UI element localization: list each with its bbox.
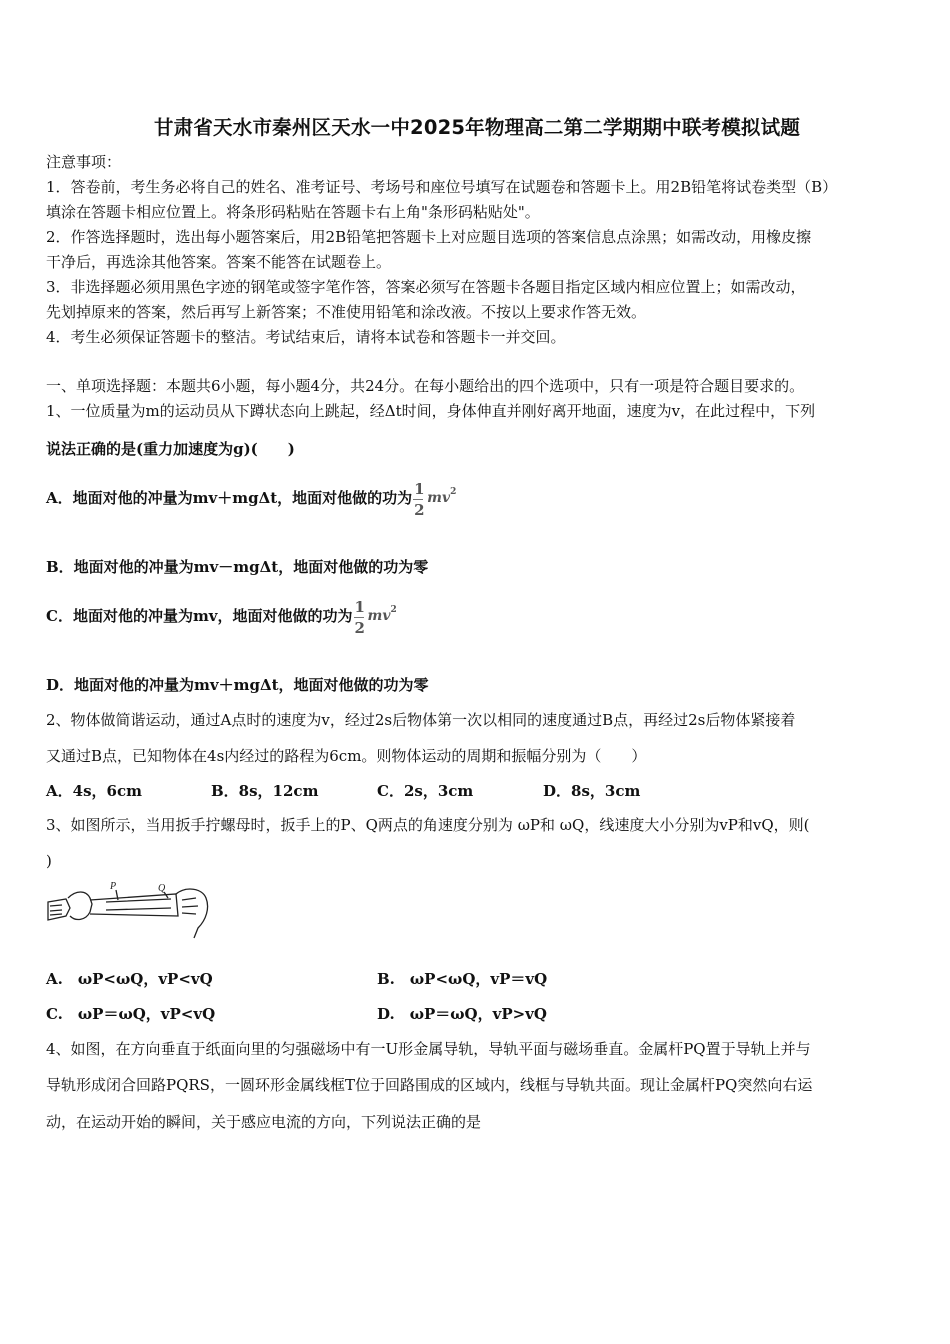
frac-exponent: 2 bbox=[390, 605, 397, 615]
notes-line: 1．答卷前，考生务必将自己的姓名、准考证号、考场号和座位号填写在试题卷和答题卡上。用2B铅笔将试卷类型（B） bbox=[46, 178, 838, 196]
q1-option-c-text: C．地面对他的冲量为mv，地面对他做的功为 bbox=[46, 607, 353, 625]
q1-stem-line2: 说法正确的是(重力加速度为g)( ) bbox=[46, 440, 295, 458]
q2-option-d: D．8s，3cm bbox=[543, 782, 641, 800]
q3-stem-line2: ) bbox=[46, 852, 52, 870]
frac-numerator: 1 bbox=[414, 480, 425, 498]
q1-option-a bbox=[46, 479, 458, 519]
notes-line: 4．考生必须保证答题卡的整洁。考试结束后，请将本试卷和答题卡一并交回。 bbox=[46, 328, 566, 346]
half-mv-squared-formula bbox=[412, 479, 458, 519]
notes-line: 3．非选择题必须用黑色字迹的钢笔或签字笔作答，答案必须写在答题卡各题目指定区域内相应位置上；如需改动， bbox=[46, 278, 806, 296]
frac-numerator: 1 bbox=[354, 598, 365, 616]
q2-stem-line1: 2、物体做简谐运动，通过A点时的速度为v，经过2s后物体第一次以相同的速度通过B点，再经过2s后物体紧接着 bbox=[46, 711, 796, 729]
frac-expression: mv bbox=[367, 608, 391, 624]
q3-stem-line1: 3、如图所示，当用扳手拧螺母时，扳手上的P、Q两点的角速度分别为 ωP和 ωQ，线速度大小分别为vP和vQ，则( bbox=[46, 816, 810, 834]
q1-option-a-text: A．地面对他的冲量为mv＋mgΔt，地面对他做的功为 bbox=[46, 489, 413, 507]
half-mv-squared-formula bbox=[353, 597, 399, 637]
label-q: Q bbox=[158, 883, 166, 894]
q1-option-c bbox=[46, 597, 399, 637]
q3-option-b: B. ωP<ωQ，vP＝vQ bbox=[377, 970, 548, 988]
q3-option-c: C. ωP＝ωQ，vP<vQ bbox=[46, 1005, 216, 1023]
section-heading: 一、单项选择题：本题共6小题，每小题4分，共24分。在每小题给出的四个选项中，只有一项是符合题目要求的。 bbox=[46, 377, 805, 395]
q1-stem-line1: 1、一位质量为m的运动员从下蹲状态向上跳起，经Δt时间，身体伸直并刚好离开地面，速度为v，在此过程中，下列 bbox=[46, 402, 816, 420]
frac-denominator: 2 bbox=[414, 501, 425, 519]
q4-stem-line1: 4、如图，在方向垂直于纸面向里的匀强磁场中有一U形金属导轨，导轨平面与磁场垂直。金属杆PQ置于导轨上并与 bbox=[46, 1040, 811, 1058]
frac-expression: mv bbox=[427, 490, 451, 506]
q4-stem-line3: 动，在运动开始的瞬间，关于感应电流的方向，下列说法正确的是 bbox=[46, 1113, 482, 1131]
label-p: P bbox=[110, 881, 117, 892]
q2-option-b: B．8s，12cm bbox=[211, 782, 319, 800]
frac-exponent: 2 bbox=[450, 487, 457, 497]
notes-heading: 注意事项： bbox=[46, 153, 122, 171]
frac-denominator: 2 bbox=[354, 619, 365, 637]
q2-option-c: C．2s，3cm bbox=[377, 782, 474, 800]
notes-line: 先划掉原来的答案，然后再写上新答案；不准使用铅笔和涂改液。不按以上要求作答无效。 bbox=[46, 303, 647, 321]
q2-option-a: A．4s，6cm bbox=[46, 782, 142, 800]
q4-stem-line2: 导轨形成闭合回路PQRS，一圆环形金属线框T位于回路围成的区域内，线框与导轨共面。现让金属杆PQ突然向右运 bbox=[46, 1076, 813, 1094]
notes-line: 2．作答选择题时，选出每小题答案后，用2B铅笔把答题卡上对应题目选项的答案信息点涂黑；如需改动，用橡皮擦 bbox=[46, 228, 812, 246]
q2-stem-line2: 又通过B点，已知物体在4s内经过的路程为6cm。则物体运动的周期和振幅分别为（ ） bbox=[46, 747, 647, 765]
notes-line: 干净后，再选涂其他答案。答案不能答在试题卷上。 bbox=[46, 253, 392, 271]
page-title: 甘肃省天水市秦州区天水一中2025年物理高二第二学期期中联考模拟试题 bbox=[153, 116, 801, 139]
q3-option-a: A. ωP<ωQ，vP<vQ bbox=[46, 970, 213, 988]
q1-option-b: B．地面对他的冲量为mv－mgΔt，地面对他做的功为零 bbox=[46, 558, 429, 576]
wrench-figure bbox=[46, 880, 211, 942]
q3-option-d: D. ωP＝ωQ，vP>vQ bbox=[377, 1005, 547, 1023]
q1-option-d: D．地面对他的冲量为mv＋mgΔt，地面对他做的功为零 bbox=[46, 676, 429, 694]
notes-line: 填涂在答题卡相应位置上。将条形码粘贴在答题卡右上角"条形码粘贴处"。 bbox=[46, 203, 540, 221]
